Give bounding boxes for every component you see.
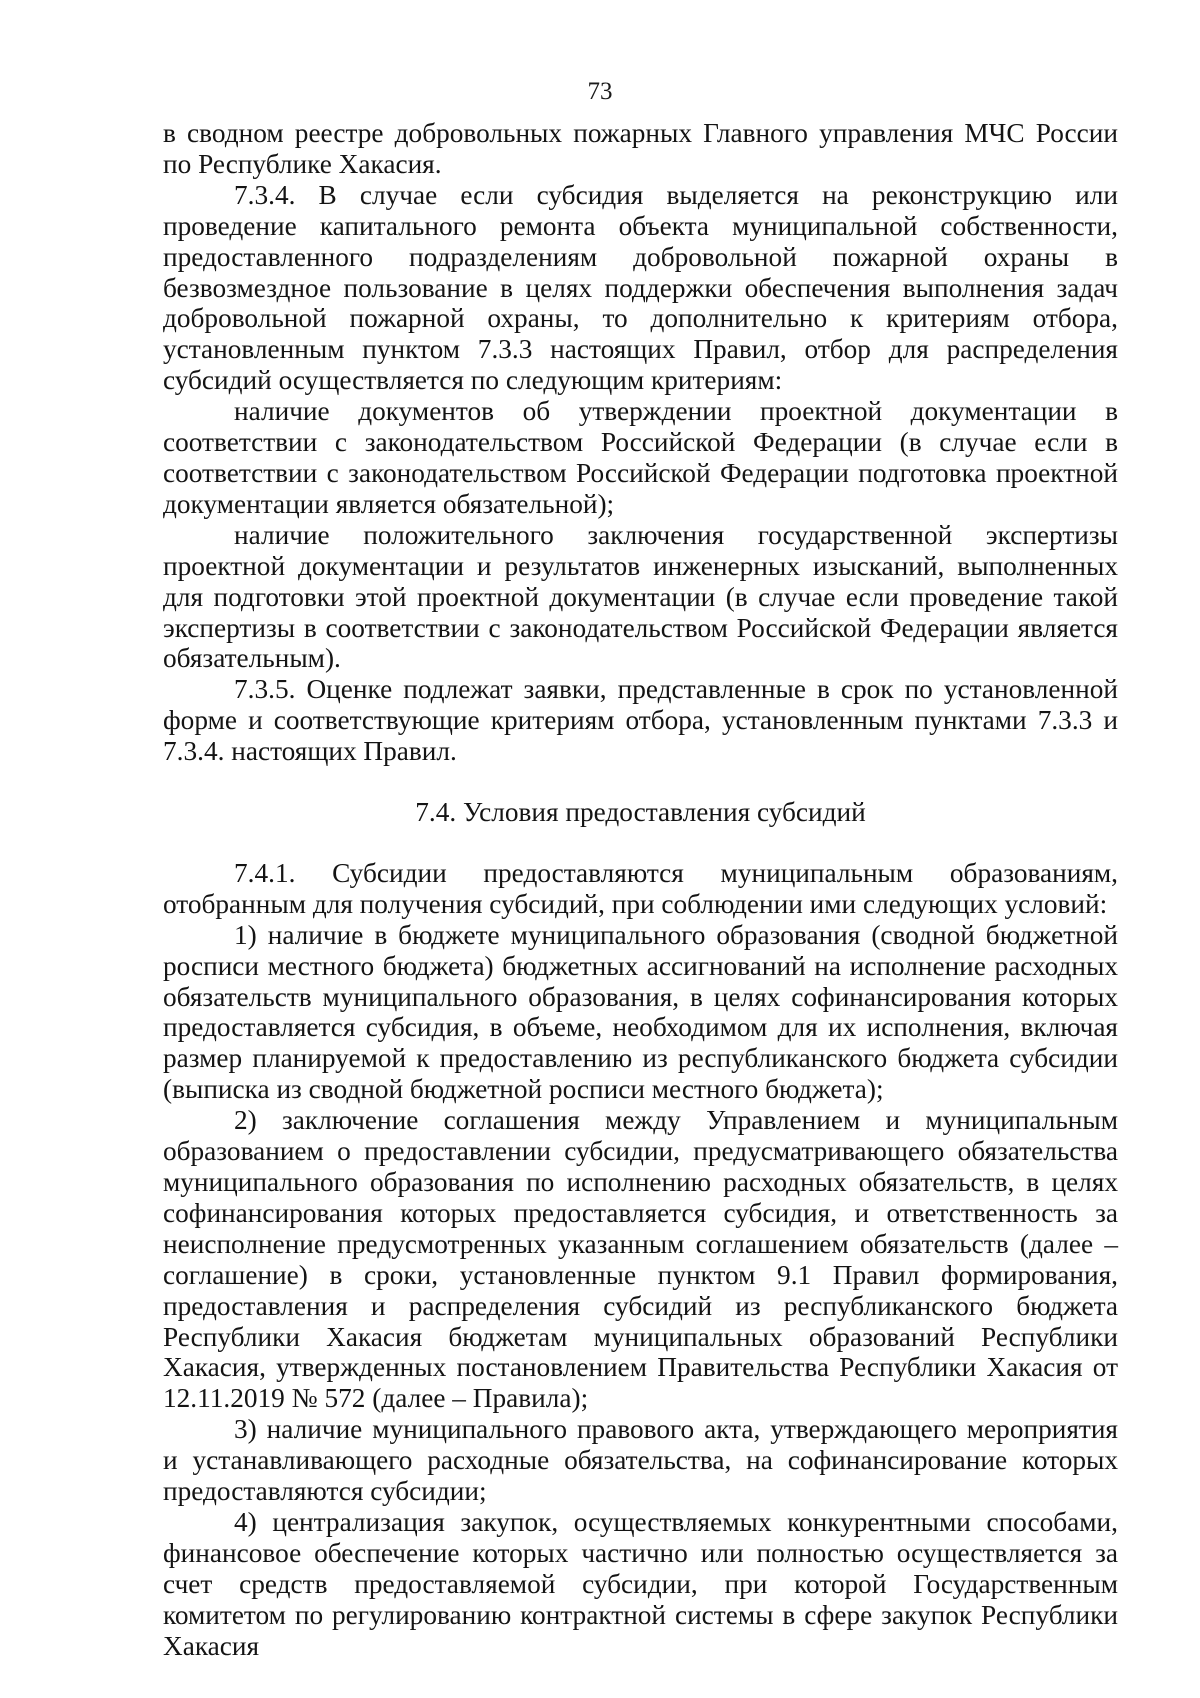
paragraph-7-4-1: 7.4.1. Субсидии предоставляются муниципальным образованиям, отобранным для получения субсидий, при соблюдении ими следующих условий: — [163, 857, 1118, 919]
paragraph-condition-2: 2) заключение соглашения между Управлением и муниципальным образованием о предоставлении субсидии, предусматривающего обязательства муниципального образования по исполнению расходных обязательств, в целях софинансирования которых предоставляется субсидия, и ответственность за неисполнение предусмотренных указанным соглашением обязательств (далее – соглашение) в сроки, установленные пунктом 9.1 Правил формирования, предоставления и распределения субсидий из республиканского бюджета Республики Хакасия бюджетам муниципальных образований Республики Хакасия, утвержденных постановлением Правительства Республики Хакасия от 12.11.2019 № 572 (далее – Правила); — [163, 1105, 1118, 1414]
paragraph-continuation: в сводном реестре добровольных пожарных Главного управления МЧС России по Республике Хакасия. — [163, 118, 1118, 179]
document-body — [163, 118, 1118, 1662]
paragraph-criterion-expertise: наличие положительного заключения государственной экспертизы проектной документации и результатов инженерных изысканий, выполненных для подготовки этой проектной документации (в случае если проведение такой экспертизы в соответствии с законодательством Российской Федерации является обязательным). — [163, 519, 1118, 674]
paragraph-condition-3: 3) наличие муниципального правового акта, утверждающего мероприятия и устанавливающего расходные обязательства, на софинансирование которых предоставляются субсидии; — [163, 1414, 1118, 1507]
paragraph-7-3-5: 7.3.5. Оценке подлежат заявки, представленные в срок по установленной форме и соответствующие критериям отбора, установленным пунктами 7.3.3 и 7.3.4. настоящих Правил. — [163, 674, 1118, 767]
page-number: 73 — [587, 78, 613, 105]
paragraph-condition-4: 4) централизация закупок, осуществляемых конкурентными способами, финансовое обеспечение которых частично или полностью осуществляется за счет средств предоставляемой субсидии, при которой Государственным комитетом по регулированию контрактной системы в сфере закупок Республики Хакасия — [163, 1506, 1118, 1661]
section-heading-7-4: 7.4. Условия предоставления субсидий — [415, 797, 866, 828]
paragraph-criterion-project-docs: наличие документов об утверждении проектной документации в соответствии с законодательством Российской Федерации (в случае если в соответствии с законодательством Российской Федерации подготовка проектной документации является обязательной); — [163, 396, 1118, 519]
paragraph-7-3-4: 7.3.4. В случае если субсидия выделяется на реконструкцию или проведение капитального ремонта объекта муниципальной собственности, предоставленного подразделениям добровольной пожарной охраны в безвозмездное пользование в целях поддержки обеспечения выполнения задач добровольной пожарной охраны, то дополнительно к критериям отбора, установленным пунктом 7.3.3 настоящих Правил, отбор для распределения субсидий осуществляется по следующим критериям: — [163, 179, 1118, 396]
paragraph-condition-1: 1) наличие в бюджете муниципального образования (сводной бюджетной росписи местного бюджета) бюджетных ассигнований на исполнение расходных обязательств муниципального образования, в целях софинансирования которых предоставляется субсидия, в объеме, необходимом для их исполнения, включая размер планируемой к предоставлению из республиканского бюджета субсидии (выписка из сводной бюджетной росписи местного бюджета); — [163, 919, 1118, 1105]
